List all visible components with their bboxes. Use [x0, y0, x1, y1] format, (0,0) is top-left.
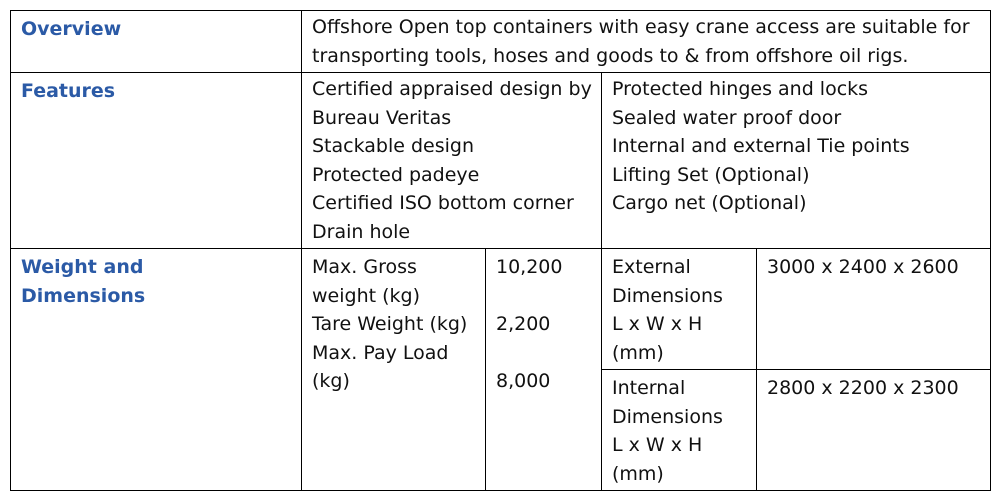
internal-label-line: L x W x H	[612, 434, 703, 456]
features-row	[11, 73, 991, 249]
features-right-list	[602, 73, 991, 249]
internal-label-line: Internal	[612, 377, 686, 399]
features-header-text: Features	[21, 80, 116, 102]
overview-row	[11, 11, 991, 73]
feature-item: Lifting Set (Optional)	[612, 163, 810, 186]
feature-item: Cargo net (Optional)	[612, 192, 807, 214]
feature-item: Certified appraised design by	[312, 78, 592, 100]
feature-item: Drain hole	[312, 220, 411, 243]
overview-line: transporting tools, hoses and goods to & from offshore oil rigs.	[312, 44, 909, 67]
external-dimensions-value	[757, 249, 991, 370]
feature-item: Bureau Veritas	[312, 106, 452, 129]
external-label-line: External	[612, 256, 691, 278]
weight-header-line: Dimensions	[21, 284, 146, 307]
weight-header-line: Weight and	[21, 256, 144, 278]
weight-row-external	[11, 249, 991, 370]
internal-label-line: (mm)	[612, 462, 664, 485]
weight-values	[486, 249, 602, 491]
weight-dimensions-header	[11, 249, 302, 491]
spacer	[496, 339, 591, 368]
external-label-line: Dimensions	[612, 284, 723, 307]
weight-label: Max. Gross	[312, 256, 417, 278]
external-label-line: (mm)	[612, 341, 664, 364]
external-dimensions-label	[602, 249, 757, 370]
internal-dimensions-text: 2800 x 2200 x 2300	[767, 377, 959, 399]
overview-line: Offshore Open top containers with easy crane access are suitable for	[312, 16, 970, 38]
tare-weight-value: 2,200	[496, 313, 551, 335]
features-header	[11, 73, 302, 249]
internal-dimensions-label	[602, 370, 757, 491]
feature-item: Stackable design	[312, 135, 475, 157]
weight-label: weight (kg)	[312, 284, 420, 307]
spacer	[496, 282, 591, 311]
weight-label: Tare Weight (kg)	[312, 313, 468, 335]
external-label-line: L x W x H	[612, 313, 703, 335]
weight-label: Max. Pay Load	[312, 341, 449, 364]
overview-description	[302, 11, 991, 73]
overview-header	[11, 11, 302, 73]
max-payload-value: 8,000	[496, 370, 551, 392]
container-spec-table	[10, 10, 991, 491]
weight-label: (kg)	[312, 370, 350, 392]
feature-item: Protected hinges and locks	[612, 78, 869, 100]
feature-item: Internal and external Tie points	[612, 135, 910, 157]
feature-item: Sealed water proof door	[612, 106, 842, 129]
max-gross-weight-value: 10,200	[496, 256, 563, 278]
feature-item: Protected padeye	[312, 163, 480, 186]
internal-dimensions-value	[757, 370, 991, 491]
features-left-list	[302, 73, 602, 249]
internal-label-line: Dimensions	[612, 405, 723, 428]
weight-labels	[302, 249, 486, 491]
feature-item: Certified ISO bottom corner	[312, 192, 574, 214]
external-dimensions-text: 3000 x 2400 x 2600	[767, 256, 959, 278]
overview-header-text: Overview	[21, 18, 122, 40]
